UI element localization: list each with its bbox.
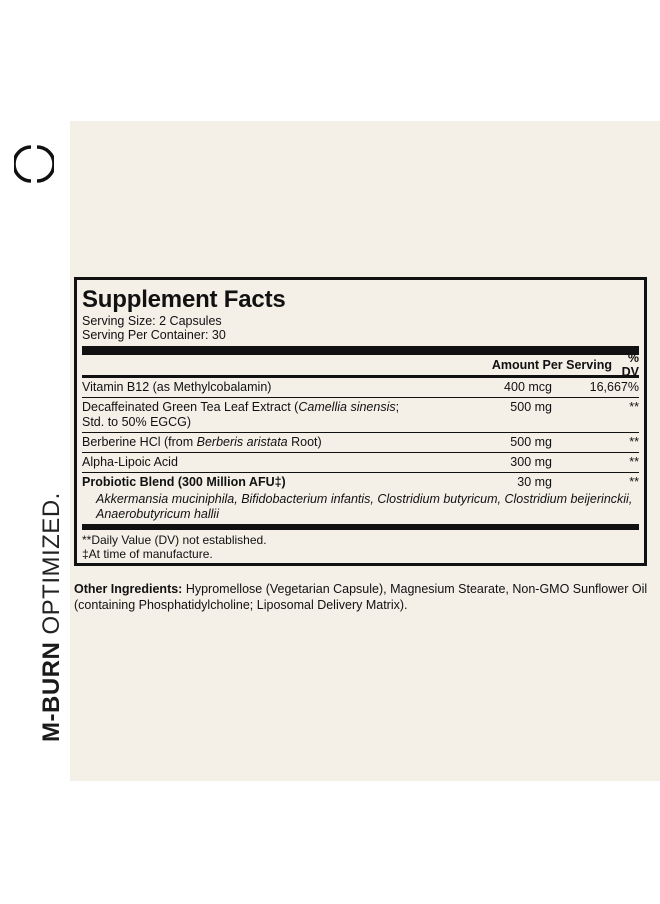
facts-title: Supplement Facts: [82, 286, 286, 313]
manufacture-note: ‡At time of manufacture.: [82, 547, 213, 561]
brand-ring-logo: [14, 144, 54, 184]
other-ingredients-text: Hypromellose (Vegetarian Capsule), Magnesium Stearate, Non-GMO Sunflower Oil (containing Phosphatidylcholine; Liposomal Delivery Matrix).: [74, 582, 648, 612]
facts-row-probiotic: Probiotic Blend (300 Million AFU‡) 30 mg **: [82, 475, 639, 489]
facts-row-berberine: Berberine HCl (from Berberis aristata Root) 500 mg **: [82, 433, 639, 453]
header-amount: Amount Per Serving: [491, 358, 612, 372]
thick-divider: [82, 346, 639, 355]
serving-size: Serving Size: 2 Capsules: [82, 314, 222, 328]
facts-row-alpha-lipoic: Alpha-Lipoic Acid 300 mg **: [82, 453, 639, 473]
probiotic-strains: Akkermansia muciniphila, Bifidobacterium infantis, Clostridium butyricum, Clostridium beijerinckii, Anaerobutyricum hallii: [96, 492, 633, 521]
supplement-facts-panel: [74, 277, 647, 566]
other-ingredients: [74, 581, 658, 613]
brand-name-part2: OPTIMIZED.: [38, 492, 65, 635]
serving-per-container: Serving Per Container: 30: [82, 328, 226, 342]
facts-header-row: [82, 351, 639, 379]
header-dv: % DV: [621, 351, 639, 379]
bottom-divider: [82, 524, 639, 530]
other-ingredients-label: Other Ingredients:: [74, 582, 183, 596]
facts-row-vitamin-b12: Vitamin B12 (as Methylcobalamin) 400 mcg 16,667%: [82, 378, 639, 398]
brand-name: [38, 492, 66, 742]
dv-note: **Daily Value (DV) not established.: [82, 533, 267, 547]
brand-name-part1: M-BURN: [38, 641, 65, 742]
facts-row-green-tea: Decaffeinated Green Tea Leaf Extract (Camellia sinensis; Std. to 50% EGCG) 500 mg **: [82, 398, 639, 433]
